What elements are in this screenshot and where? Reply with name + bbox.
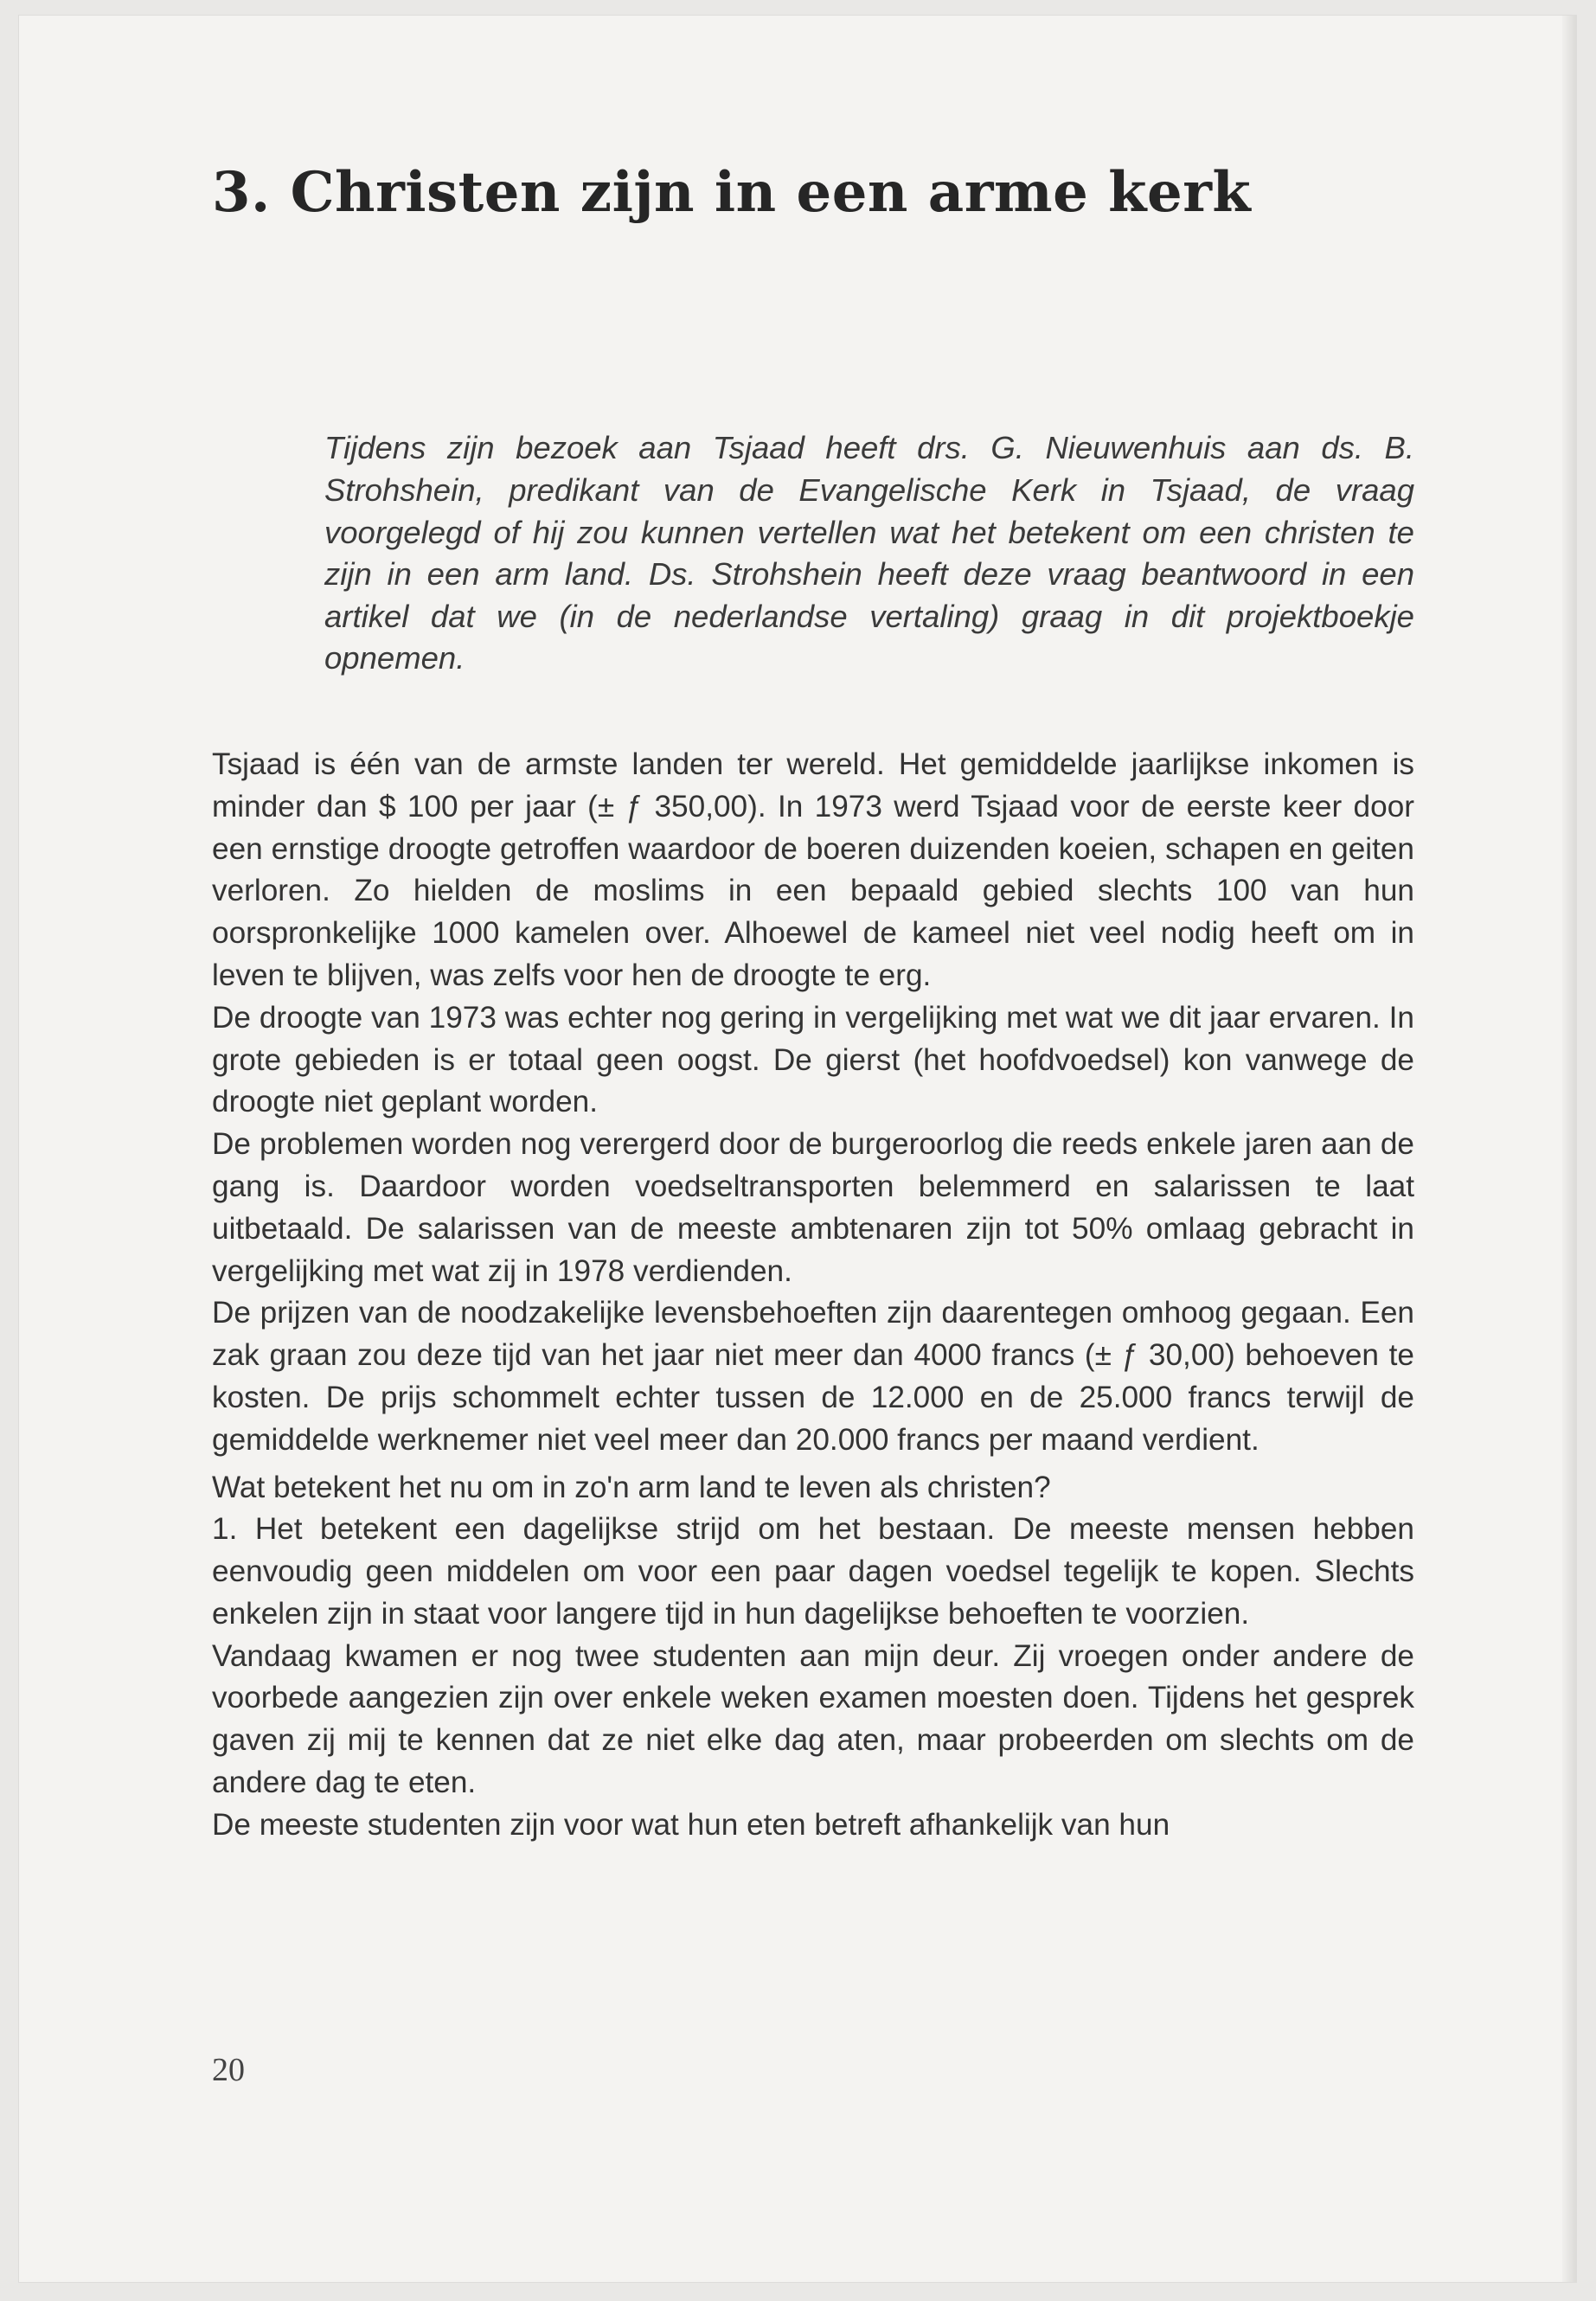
- body-paragraph: De droogte van 1973 was echter nog gering in vergelijking met wat we dit jaar ervaren. In grote gebieden is er totaal geen oogst. De gierst (het hoofdvoedsel) kon vanwege de droogte niet geplant worden.: [212, 1000, 1414, 1119]
- body-paragraph: Vandaag kwamen er nog twee studenten aan mijn deur. Zij vroegen onder andere de voorbede aangezien zijn over enkele weken examen moesten doen. Tijdens het gesprek gaven zij mij te kennen dat ze niet elke dag aten, maar probeerden om slechts om de andere dag te eten.: [212, 1638, 1414, 1800]
- body-text: [212, 744, 1414, 1847]
- body-paragraph: Tsjaad is één van de armste landen ter wereld. Het gemiddelde jaarlijkse inkomen is minder dan $ 100 per jaar (± ƒ 350,00). In 1973 werd Tsjaad voor de eerste keer door een ernstige droogte getroffen waardoor de boeren duizenden koeien, schapen en geiten verloren. Zo hielden de moslims in een bepaald gebied slechts 100 van hun oorspronkelijke 1000 kamelen over. Alhoewel de kameel niet veel nodig heeft om in leven te blijven, was zelfs voor hen de droogte te erg.: [212, 747, 1414, 992]
- numbered-paragraph: 1. Het betekent een dagelijkse strijd om het bestaan. De meeste mensen hebben eenvoudig geen middelen om voor een paar dagen voedsel tegelijk te kopen. Slechts enkelen zijn in staat voor langere tijd in hun dagelijkse behoeften te voorzien.: [212, 1512, 1414, 1631]
- chapter-title: 3. Christen zijn in een arme kerk: [212, 160, 1252, 225]
- question-paragraph: Wat betekent het nu om in zo'n arm land te leven als christen?: [212, 1470, 1051, 1504]
- intro-paragraph: Tijdens zijn bezoek aan Tsjaad heeft drs. G. Nieuwenhuis aan ds. B. Strohshein, predikant van de Evangelische Kerk in Tsjaad, de vraag voorgelegd of hij zou kunnen vertellen wat het betekent om een christen te zijn in een arm land. Ds. Strohshein heeft deze vraag beantwoord in een artikel dat we (in de nederlandse vertaling) graag in dit projektboekje opnemen.: [324, 430, 1414, 676]
- document-page: [19, 16, 1576, 2282]
- body-paragraph: De meeste studenten zijn voor wat hun eten betreft afhankelijk van hun: [212, 1807, 1170, 1842]
- page-content: [212, 160, 1414, 1847]
- body-paragraph: De prijzen van de noodzakelijke levensbehoeften zijn daarentegen omhoog gegaan. Een zak graan zou deze tijd van het jaar niet meer dan 4000 francs (± ƒ 30,00) behoeven te kosten. De prijs schommelt echter tussen de 12.000 en de 25.000 francs terwijl de gemiddelde werknemer niet veel meer dan 20.000 francs per maand verdient.: [212, 1296, 1414, 1457]
- page-edge-shadow: [1562, 16, 1576, 2282]
- page-number: 20: [212, 2052, 245, 2088]
- body-paragraph: De problemen worden nog verergerd door de burgeroorlog die reeds enkele jaren aan de gang is. Daardoor worden voedseltransporten belemmerd en salarissen te laat uitbetaald. De salarissen van de meeste ambtenaren zijn tot 50% omlaag gebracht in vergelijking met wat zij in 1978 verdienden.: [212, 1127, 1414, 1288]
